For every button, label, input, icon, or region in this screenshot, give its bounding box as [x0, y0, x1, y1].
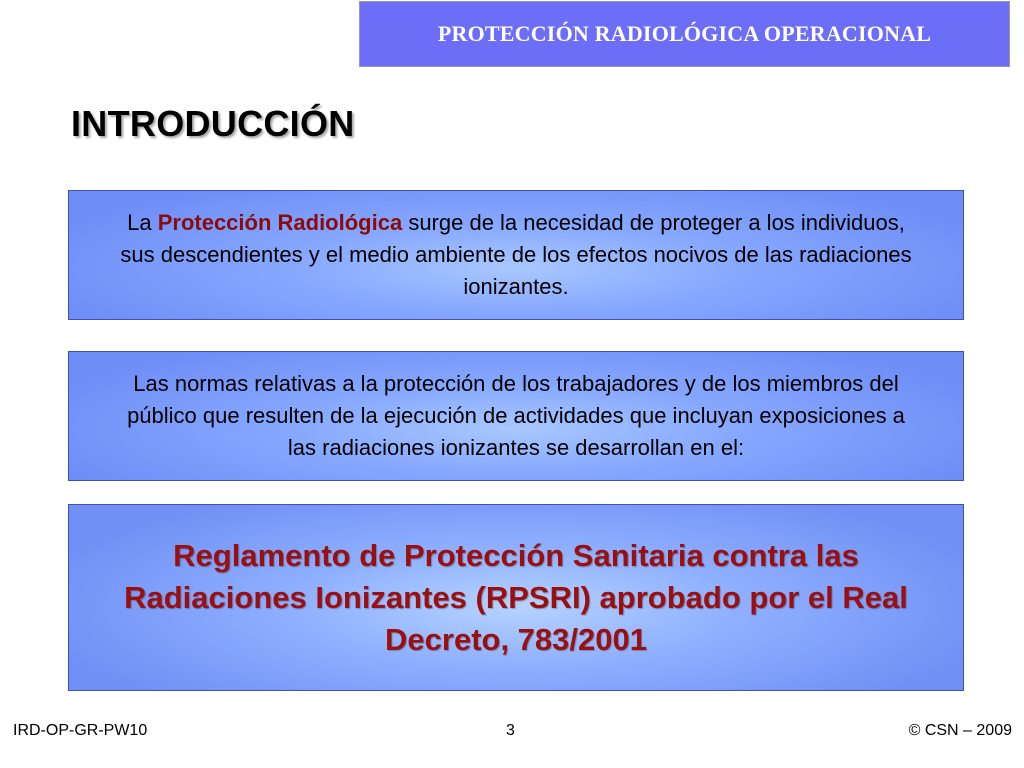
regulation-text: Reglamento de Protección Sanitaria contra las Radiaciones Ionizantes (RPSRI) aprobado por el Real Decreto, 783/2001 [124, 537, 908, 657]
slide-title: INTRODUCCIÓN [71, 103, 355, 144]
footer-document-code: IRD-OP-GR-PW10 [13, 722, 148, 739]
intro-text-suffix: surge de la necesidad de proteger a los individuos, sus descendientes y el medio ambiente de los efectos nocivos de las radiaciones ionizantes. [120, 210, 912, 299]
intro-text [116, 207, 916, 303]
footer-copyright: © CSN – 2009 [908, 722, 1012, 739]
norms-text: Las normas relativas a la protección de los trabajadores y de los miembros del público que resulten de la ejecución de actividades que incluyan exposiciones a las radiaciones ionizantes se desarrollan en el: [127, 371, 905, 460]
footer-page-number: 3 [506, 722, 515, 739]
norms-panel [68, 351, 964, 481]
header-banner [359, 1, 1010, 67]
regulation-panel [68, 504, 964, 691]
intro-panel [68, 190, 964, 320]
intro-highlight-term: Protección Radiológica [157, 210, 403, 235]
intro-text-prefix: La [127, 210, 158, 235]
header-title: PROTECCIÓN RADIOLÓGICA OPERACIONAL [437, 21, 932, 46]
